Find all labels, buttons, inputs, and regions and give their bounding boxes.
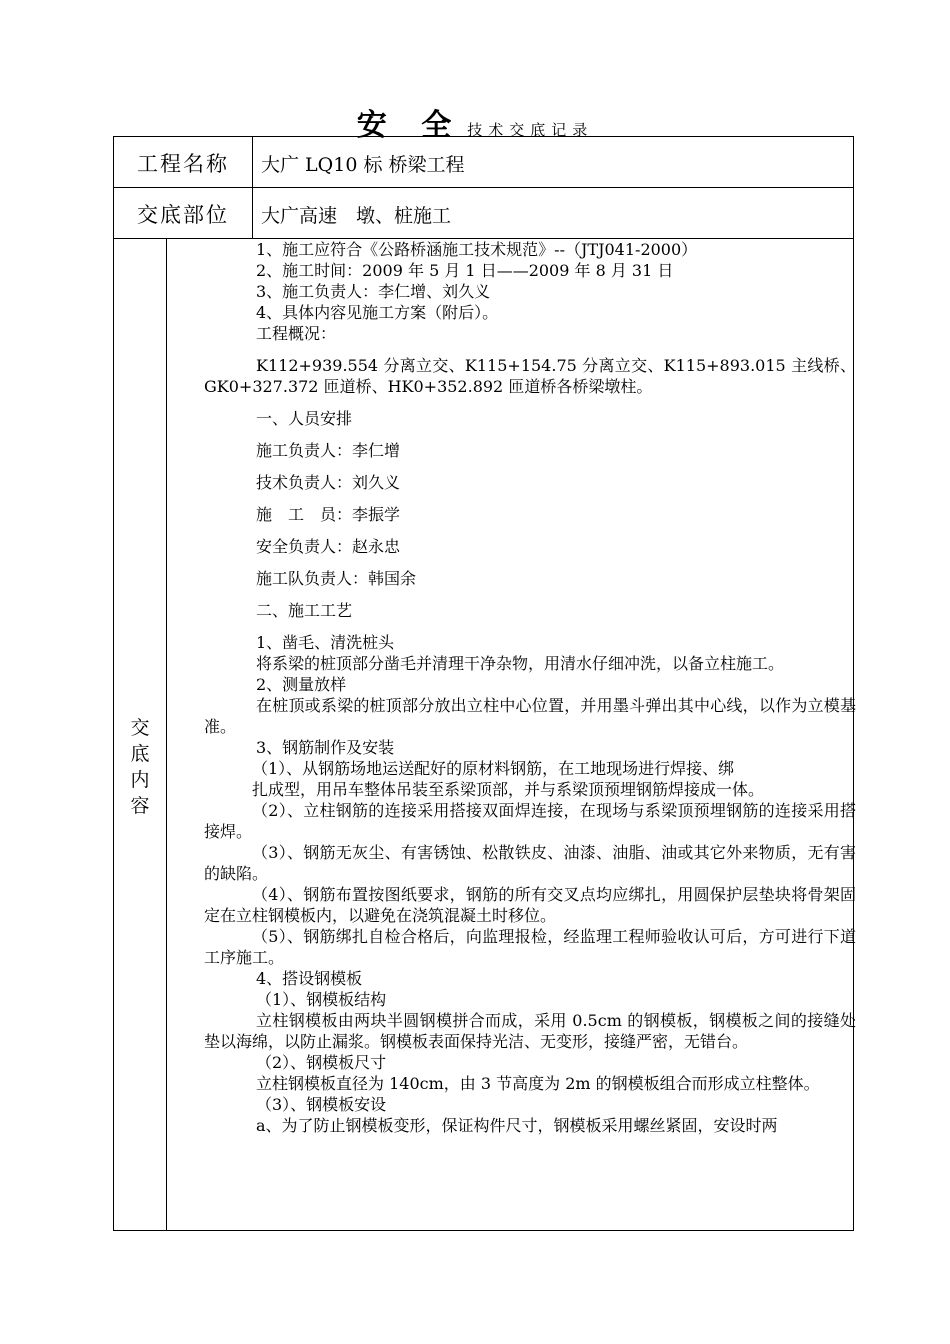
content-label	[114, 715, 166, 819]
content-body	[204, 239, 856, 1136]
content-line: （2）、立柱钢筋的连接采用搭接双面焊连接，在现场与系梁顶预埋钢筋的连接采用搭接焊。	[204, 801, 856, 841]
content-line: 3、钢筋制作及安装	[256, 738, 395, 757]
content-line: 将系梁的桩顶部分凿毛并清理干净杂物，用清水仔细冲洗，以备立柱施工。	[256, 654, 785, 673]
content-line: （5）、钢筋绑扎自检合格后，向监理报检，经监理工程师验收认可后，方可进行下道工序施工。	[204, 927, 856, 967]
project-name-value: 大广 LQ10 标 桥梁工程	[261, 154, 465, 176]
content-line: 4、具体内容见施工方案（附后）。	[256, 303, 499, 322]
content-label-text: 交底内容	[130, 717, 150, 817]
content-line: K112+939.554 分离立交、K115+154.75 分离立交、K115+893.015 主线桥、GK0+327.372 匝道桥、HK0+352.892 匝道桥各桥梁墩柱。	[204, 356, 856, 396]
content-line: （3）、钢模板安设	[256, 1095, 387, 1114]
content-line: 1、凿毛、清洗桩头	[256, 633, 395, 652]
location-value: 大广高速 墩、桩施工	[261, 205, 452, 227]
content-line: 2、测量放样	[256, 675, 347, 694]
content-line: a、为了防止钢模板变形，保证构件尺寸，钢模板采用螺丝紧固，安设时两	[256, 1116, 778, 1135]
content-line: 技术负责人：刘久义	[256, 473, 401, 492]
content-line: 在桩顶或系梁的桩顶部分放出立柱中心位置，并用墨斗弹出其中心线，以作为立模基准。	[204, 696, 856, 736]
content-line: 施 工 员：李振学	[256, 505, 401, 524]
content-line: 立柱钢模板由两块半圆钢模拼合而成，采用 0.5cm 的钢模板，钢模板之间的接缝处垫以海绵，以防止漏浆。钢模板表面保持光洁、无变形，接缝严密，无错台。	[204, 1011, 856, 1051]
content-line: （1）、钢模板结构	[256, 990, 387, 1009]
title-sub: 技术交底记录	[467, 121, 594, 139]
content-line: 4、搭设钢模板	[256, 969, 363, 988]
content-line: （2）、钢模板尺寸	[256, 1053, 387, 1072]
content-line: （4）、钢筋布置按图纸要求，钢筋的所有交叉点均应绑扎，用圆保护层垫块将骨架固定在立柱钢模板内，以避免在浇筑混凝土时移位。	[204, 885, 856, 925]
content-line: （1）、从钢筋场地运送配好的原材料钢筋，在工地现场进行焊接、绑	[252, 759, 735, 778]
content-line: 2、施工时间：2009 年 5 月 1 日——2009 年 8 月 31 日	[256, 261, 674, 280]
content-line: 立柱钢模板直径为 140cm，由 3 节高度为 2m 的钢模板组合而形成立柱整体。	[256, 1074, 820, 1093]
content-col-divider	[166, 238, 167, 1230]
content-line: 施工负责人：李仁增	[256, 441, 401, 460]
content-line: 施工队负责人：韩国余	[256, 569, 417, 588]
content-line: 扎成型，用吊车整体吊装至系梁顶部，并与系梁顶预埋钢筋焊接成一体。	[252, 780, 765, 799]
section-heading: 二、施工工艺	[256, 601, 353, 620]
project-name-label: 工程名称	[137, 152, 229, 176]
content-line: 1、施工应符合《公路桥涵施工技术规范》--（JTJ041-2000）	[256, 240, 698, 259]
row-divider-1	[114, 187, 853, 188]
content-line: （3）、钢筋无灰尘、有害锈蚀、松散铁皮、油漆、油脂、油或其它外来物质，无有害的缺陷。	[204, 843, 856, 883]
content-line: 安全负责人：赵永忠	[256, 537, 401, 556]
header-col-divider	[252, 137, 253, 238]
record-table	[113, 136, 854, 1231]
content-line: 3、施工负责人：李仁增、刘久义	[256, 282, 491, 301]
section-heading: 一、人员安排	[256, 409, 353, 428]
title-main: 安 全	[356, 108, 464, 143]
content-line: 工程概况：	[256, 324, 337, 343]
location-label: 交底部位	[137, 203, 229, 227]
